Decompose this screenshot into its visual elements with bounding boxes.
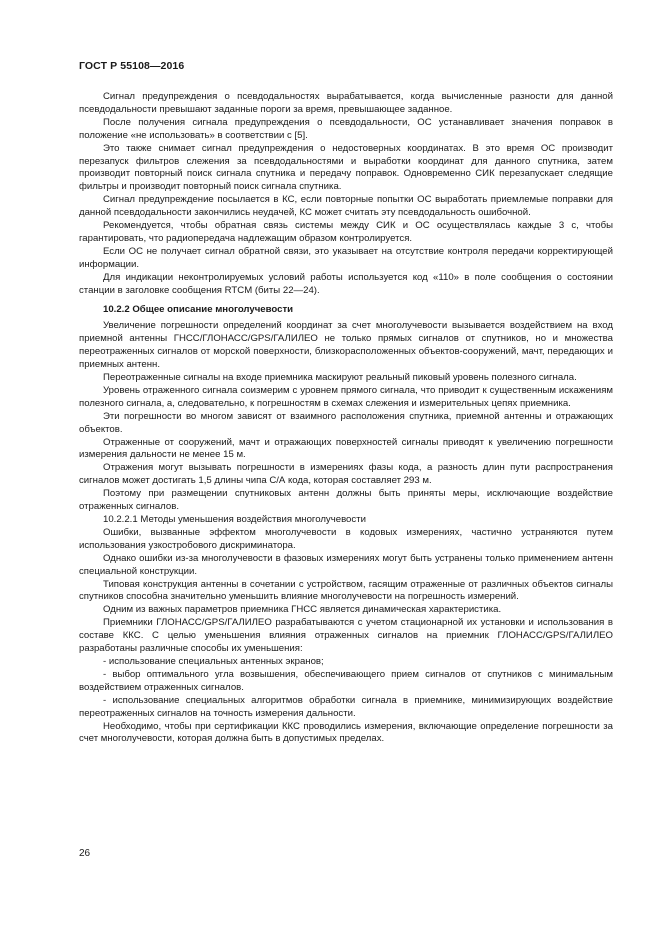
paragraph: Переотраженные сигналы на входе приемника маскируют реальный пиковый уровень полезного сигнала. <box>103 372 577 384</box>
paragraph: Ошибки, вызванные эффектом многолучевости в кодовых измерениях, частично устраняются путем использования узкостробового дискриминатора. <box>79 526 613 551</box>
list-item: - использование специальных антенных экранов; <box>103 655 324 667</box>
paragraph: Сигнал предупреждения о псевдодальностях вырабатывается, когда вычисленные разности для данной псевдодальности превышают заданные пороги за время, превышающее заданное. <box>79 91 613 115</box>
section-heading: 10.2.2 Общее описание многолучевости <box>103 303 294 315</box>
paragraph: Поэтому при размещении спутниковых антенн должны быть приняты меры, исключающие воздействие отраженных сигналов. <box>79 488 613 513</box>
subsection-heading: 10.2.2.1 Методы уменьшения воздействия многолучевости <box>103 514 366 525</box>
paragraph: Одним из важных параметров приемника ГНСС является динамическая характеристика. <box>103 604 502 616</box>
paragraph: После получения сигнала предупреждения о псевдодальности, ОС устанавливает значения поправок в положение «не использовать» в соответствии с [5]. <box>79 116 613 141</box>
paragraph: Уровень отраженного сигнала соизмерим с уровнем прямого сигнала, что приводит к существенным искажениям полезного сигнала, а, следовательно, к погрешностям в схемах слежения и измерительных цепях приемника. <box>79 384 613 409</box>
paragraph: Отраженные от сооружений, мачт и отражающих поверхностей сигналы приводят к увеличению погрешности измерения дальности не менее 15 м. <box>79 436 613 461</box>
paragraph: Типовая конструкция антенны в сочетании с устройством, гасящим отраженные от различных объектов сигналы спутников способна значительно уменьшить влияние многолучевости на погрешность измерений. <box>79 578 613 603</box>
list-item: - использование специальных алгоритмов обработки сигнала в приемнике, минимизирующих воздействие переотраженных сигналов на точность измерения дальности. <box>79 694 613 719</box>
paragraph: Однако ошибки из-за многолучевости в фазовых измерениях могут быть устранены только применением антенн специальной конструкции. <box>79 552 613 577</box>
paragraph: Увеличение погрешности определений координат за счет многолучевости вызывается воздействием на вход приемной антенны ГНСС/ГЛОНАСС/GPS/ГАЛИЛЕО не только прямых сигналов от спутников, но и множества переотраженных сигналов от морской поверхности, близкорасположенных объектов-сооружений, мачт, передающих и приемных антенн. <box>79 320 613 371</box>
page-number: 26 <box>79 848 91 859</box>
paragraph: Рекомендуется, чтобы обратная связь системы между СИК и ОС осуществлялась каждые 3 с, чтобы гарантировать, что радиопередача надлежащим образом контролируется. <box>79 220 613 244</box>
paragraph: Сигнал предупреждение посылается в КС, если повторные попытки ОС выработать приемлемые поправки для данной псевдодальности закончились неудачей, КС может считать эту псевдодальность ошибочной. <box>79 194 613 219</box>
paragraph: Если ОС не получает сигнал обратной связи, это указывает на отсутствие контроля передачи корректирующей информации. <box>79 245 613 270</box>
paragraph: Это также снимает сигнал предупреждения о недостоверных координатах. В это время ОС производит перезапуск фильтров слежения за псевдодальностями и выработки координат для данного спутника, затем производит повторный поиск сигнала спутника и передачу поправок. Одновременно СИК перезапускает следящие фильтры и производит повторный поиск сигнала спутника. <box>79 142 613 193</box>
paragraph: Отражения могут вызывать погрешности в измерениях фазы кода, а разность длин пути распространения сигналов может достигать 1,5 длины чипа С/А кода, которая составляет 293 м. <box>79 462 613 487</box>
standard-title: ГОСТ Р 55108—2016 <box>79 60 185 72</box>
paragraph: Эти погрешности во многом зависят от взаимного расположения спутника, приемной антенны и отражающих объектов. <box>79 410 613 435</box>
paragraph: Для индикации неконтролируемых условий работы используется код «110» в поле сообщения о состоянии станции в заголовке сообщения RTCM (биты 22—24). <box>79 271 613 296</box>
document-body <box>79 91 613 746</box>
paragraph: Приемники ГЛОНАСС/GPS/ГАЛИЛЕО разрабатываются с учетом стационарной их установки и использования в составе ККС. С целью уменьшения влияния отраженных сигналов на приемник ГЛОНАСС/GPS/ГАЛИЛЕО разработаны различные способы их уменьшения: <box>79 617 613 655</box>
list-item: - выбор оптимального угла возвышения, обеспечивающего прием сигналов от спутников с минимальным воздействием отраженных сигналов. <box>79 668 613 693</box>
paragraph: Необходимо, чтобы при сертификации ККС проводились измерения, включающие определение погрешности за счет многолучевости, которая должна быть в допустимых пределах. <box>79 720 613 745</box>
